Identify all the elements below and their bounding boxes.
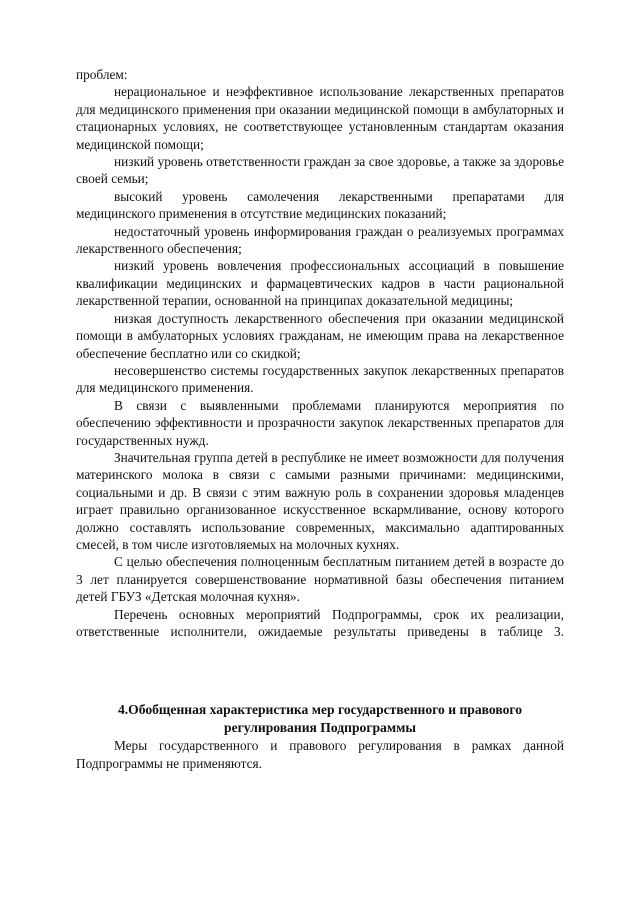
- paragraph-body: Значительная группа детей в республике не имеет возможности для получения материнского молока в связи с самыми разными причинами: медицинскими, социальными и др. В связи с этим важную роль в сохранении здоровья младенцев играет правильно организованное искусственное вскармливание, основу которого должно составлять использование современных, максимально адаптированных смесей, в том числе изготовляемых на молочных кухнях.: [76, 449, 564, 552]
- document-page: [76, 66, 564, 772]
- paragraph-closing: Меры государственного и правового регулирования в рамках данной Подпрограммы не применяются.: [76, 738, 564, 771]
- paragraph-item: низкая доступность лекарственного обеспечения при оказании медицинской помощи в амбулаторных условиях гражданам, не имеющим права на лекарственное обеспечение бесплатно или со скидкой;: [76, 310, 564, 361]
- paragraph-item: низкий уровень ответственности граждан за свое здоровье, а также за здоровье своей семьи;: [76, 154, 564, 187]
- paragraph-body: В связи с выявленными проблемами планируются мероприятия по обеспечению эффективности и прозрачности закупок лекарственных препаратов для государственных нужд.: [76, 397, 564, 448]
- paragraph-intro: проблем:: [76, 67, 128, 82]
- paragraph-item: высокий уровень самолечения лекарственными препаратами для медицинского применения в отсутствие медицинских показаний;: [76, 188, 564, 222]
- paragraph-body: С целью обеспечения полноценным бесплатным питанием детей в возрасте до 3 лет планируется совершенствование нормативной базы обеспечения питанием детей ГБУЗ «Детская молочная кухня».: [76, 554, 564, 605]
- paragraph-item: низкий уровень вовлечения профессиональных ассоциаций в повышение квалификации медицинских и фармацевтических кадров в части рациональной лекарственной терапии, основанной на принципах доказательной медицины;: [76, 258, 564, 309]
- paragraph-body: Перечень основных мероприятий Подпрограммы, срок их реализации, ответственные исполнители, ожидаемые результаты приведены в таблице 3.: [76, 606, 564, 639]
- paragraph-item: нерациональное и неэффективное использование лекарственных препаратов для медицинского применения при оказании медицинской помощи в амбулаторных и стационарных условиях, не соответствующее установленным стандартам оказания медицинской помощи;: [76, 84, 564, 152]
- section-heading-line: 4.Обобщенная характеристика мер государственного и правового: [117, 702, 523, 718]
- paragraph-item: несовершенство системы государственных закупок лекарственных препаратов для медицинского применения.: [76, 362, 564, 396]
- section-heading: [76, 701, 564, 737]
- paragraph-item: недостаточный уровень информирования граждан о реализуемых программах лекарственного обеспечения;: [76, 223, 564, 257]
- section-heading-line: регулирования Подпрограммы: [224, 720, 416, 736]
